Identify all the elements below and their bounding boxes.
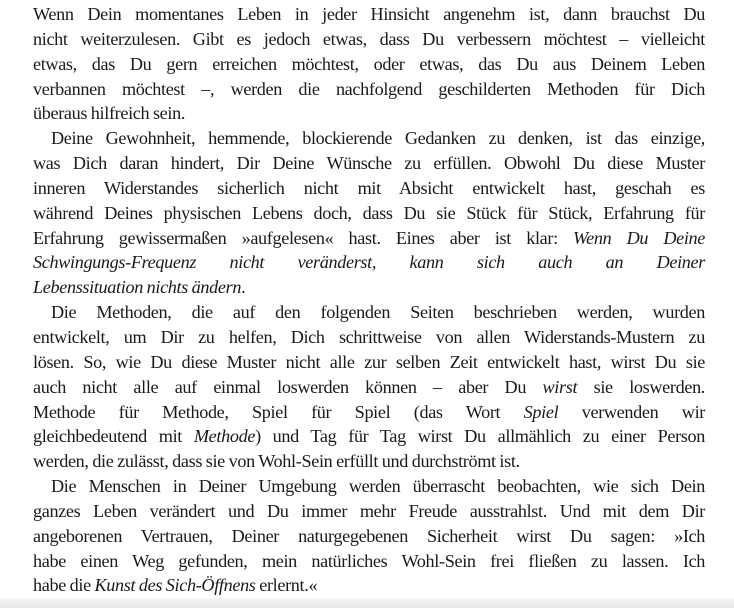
text-run: auch nicht alle auf einmal loswerden können – aber Du bbox=[33, 376, 543, 397]
text-run: ganzes Leben verändert und Du immer mehr Freude ausstrahlst. Und mit dem Dir bbox=[33, 500, 705, 521]
text-line bbox=[33, 77, 705, 102]
text-line bbox=[33, 151, 705, 176]
text-line bbox=[33, 27, 705, 52]
text-run: angeborenen Vertrauen, Deiner naturgegebenen Sicherheit wirst Du sagen: »Ich bbox=[33, 525, 705, 546]
text-run: Die Menschen in Deiner Umgebung werden überrascht beobachten, wie sich Dein bbox=[51, 476, 705, 497]
text-line bbox=[33, 226, 705, 251]
text-line bbox=[33, 250, 705, 275]
text-line bbox=[33, 126, 705, 151]
text-line bbox=[33, 449, 705, 474]
text-run: Deine Gewohnheit, hemmende, blockierende Gedanken zu denken, ist das einzige, bbox=[51, 128, 705, 149]
page-bottom-edge bbox=[0, 598, 734, 608]
paragraph bbox=[33, 126, 705, 300]
italic-text: wirst bbox=[542, 376, 578, 397]
italic-text: Kunst des Sich-Öffnens bbox=[94, 575, 256, 596]
text-line bbox=[33, 2, 705, 27]
paragraph bbox=[33, 2, 705, 126]
text-run: was Dich daran hindert, Dir Deine Wünsche zu erfüllen. Obwohl Du diese Muster bbox=[33, 153, 705, 174]
text-line bbox=[33, 524, 705, 549]
text-line bbox=[33, 350, 705, 375]
text-run: Methode für Methode, Spiel für Spiel (das Wort bbox=[33, 401, 524, 422]
text-run: werden, die zulässt, dass sie von Wohl-Sein erfüllt und durchströmt ist. bbox=[33, 451, 520, 472]
text-line bbox=[33, 499, 705, 524]
text-line bbox=[33, 52, 705, 77]
italic-text: Methode bbox=[193, 426, 256, 447]
text-run: während Deines physischen Lebens doch, dass Du sie Stück für Stück, Erfahrung für bbox=[33, 202, 705, 223]
text-run: habe einen Weg gefunden, mein natürliches Wohl-Sein frei fließen zu lassen. Ich bbox=[33, 550, 705, 571]
text-run: erlernt.« bbox=[255, 575, 318, 596]
text-run: sie loswerden. bbox=[577, 376, 706, 397]
text-run: gleichbedeutend mit bbox=[33, 426, 194, 447]
text-line bbox=[33, 549, 705, 574]
paragraph bbox=[33, 300, 705, 474]
text-line bbox=[33, 275, 705, 300]
text-run: Wenn Dein momentanes Leben in jeder Hinsicht angenehm ist, dann brauchst Du bbox=[33, 4, 705, 24]
italic-text: Spiel bbox=[523, 401, 559, 422]
text-run: Die Methoden, die auf den folgenden Seiten beschrieben werden, wurden bbox=[51, 302, 705, 323]
text-run: nicht weiterzulesen. Gibt es jedoch etwas, dass Du verbessern möchtest – vielleicht bbox=[33, 28, 705, 49]
text-line bbox=[33, 300, 705, 325]
text-run: überaus hilfreich sein. bbox=[33, 103, 186, 124]
text-run: etwas, das Du gern erreichen möchtest, oder etwas, das Du aus Deinem Leben bbox=[33, 53, 705, 74]
text-run: entwickelt, um Dir zu helfen, Dich schrittweise von allen Widerstands-Mustern zu bbox=[33, 326, 705, 347]
text-run: verwenden wir bbox=[558, 401, 705, 422]
text-run: . bbox=[241, 277, 246, 298]
text-line bbox=[33, 474, 705, 499]
text-line bbox=[33, 400, 705, 425]
italic-text: Wenn Du Deine bbox=[573, 227, 705, 248]
text-run: Erfahrung gewissermaßen »aufgelesen« hast. Eines aber ist klar: bbox=[33, 227, 574, 248]
italic-text: Lebenssituation nichts ändern bbox=[33, 277, 242, 298]
book-page bbox=[33, 2, 705, 598]
text-run: inneren Widerstandes sicherlich nicht mit Absicht entwickelt hast, geschah es bbox=[33, 177, 705, 198]
text-line bbox=[33, 325, 705, 350]
text-body bbox=[33, 2, 705, 598]
paragraph bbox=[33, 474, 705, 598]
text-run: lösen. So, wie Du diese Muster nicht alle zur selben Zeit entwickelt hast, wirst Du sie bbox=[33, 351, 705, 372]
text-line bbox=[33, 176, 705, 201]
text-run: verbannen möchtest –, werden die nachfolgend geschilderten Methoden für Dich bbox=[33, 78, 705, 99]
text-run: habe die bbox=[33, 575, 95, 596]
text-line bbox=[33, 101, 705, 126]
italic-text: Schwingungs-Frequenz nicht veränderst, kann sich auch an Deiner bbox=[33, 252, 705, 273]
text-line bbox=[33, 201, 705, 226]
text-line bbox=[33, 573, 705, 598]
text-line bbox=[33, 424, 705, 449]
text-line bbox=[33, 375, 705, 400]
text-run: ) und Tag für Tag wirst Du allmählich zu einer Person bbox=[255, 426, 705, 447]
